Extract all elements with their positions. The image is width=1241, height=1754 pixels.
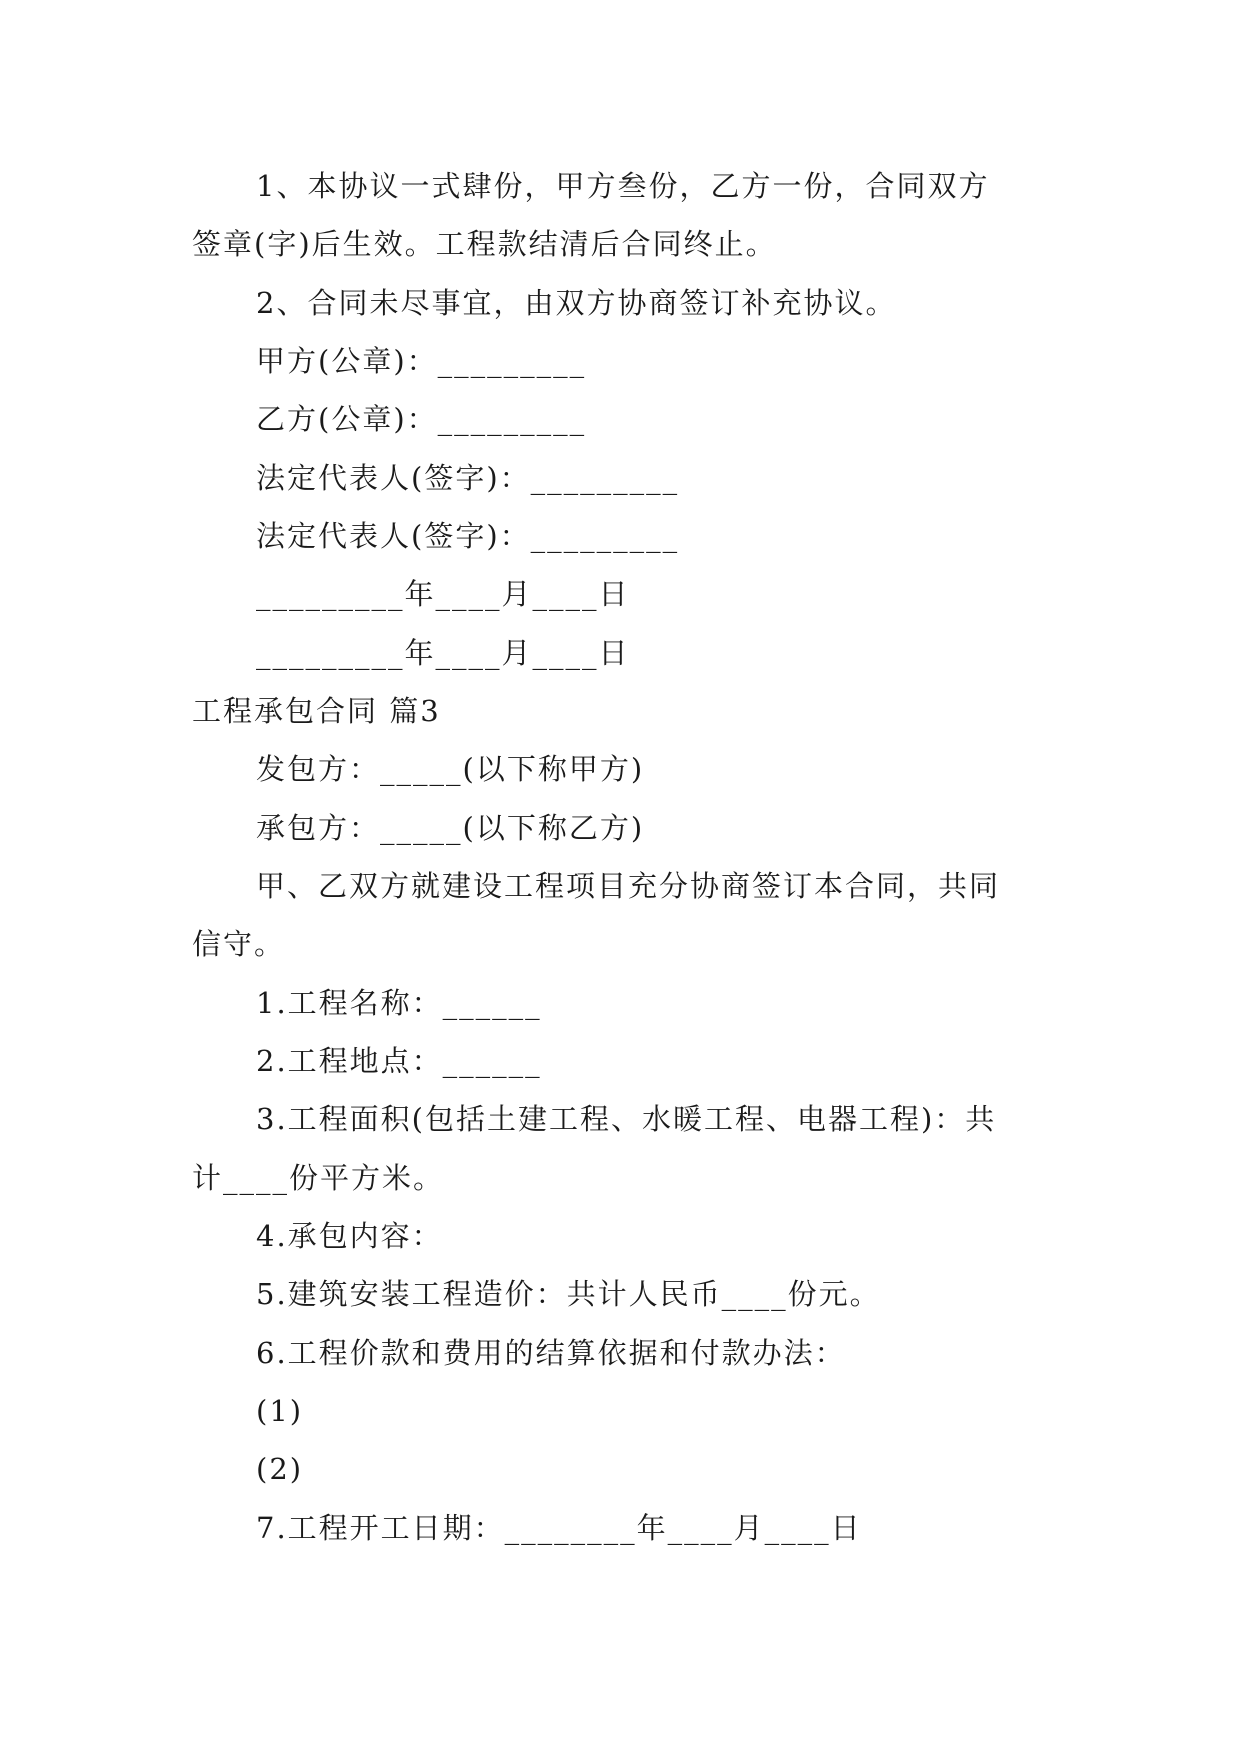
employer-line: 发包方：_____(以下称甲方) [256,752,645,786]
item-payment-method: 6.工程价款和费用的结算依据和付款办法： [256,1336,846,1370]
item-start-date: 7.工程开工日期：________年____月____日 [256,1511,862,1545]
party-a-seal: 甲方(公章)：_________ [256,344,587,378]
clause-1-line-2: 签章(字)后生效。工程款结清后合同终止。 [192,227,777,261]
party-b-seal: 乙方(公章)：_________ [256,402,587,436]
legal-rep-signature-2: 法定代表人(签字)：_________ [256,519,680,553]
date-line-2: _________年____月____日 [256,636,630,670]
item-construction-cost: 5.建筑安装工程造价：共计人民币____份元。 [256,1277,881,1311]
legal-rep-signature-1: 法定代表人(签字)：_________ [256,461,680,495]
item-project-name: 1.工程名称：______ [256,986,542,1020]
clause-1-line-1: 1、本协议一式肆份，甲方叁份，乙方一份，合同双方 [256,169,990,203]
item-project-area-line-1: 3.工程面积(包括土建工程、水暖工程、电器工程)：共 [256,1102,997,1136]
sub-item-2: (2) [256,1452,304,1486]
section-heading: 工程承包合同 篇3 [192,694,441,728]
sub-item-1: (1) [256,1394,304,1428]
contractor-line: 承包方：_____(以下称乙方) [256,811,645,845]
item-project-area-line-2: 计____份平方米。 [192,1161,445,1195]
item-contract-scope: 4.承包内容： [256,1219,443,1253]
preamble-line-1: 甲、乙双方就建设工程项目充分协商签订本合同，共同 [256,869,1001,903]
preamble-line-2: 信守。 [192,927,286,961]
date-line-1: _________年____月____日 [256,577,630,611]
clause-2: 2、合同未尽事宜，由双方协商签订补充协议。 [256,286,897,320]
item-project-location: 2.工程地点：______ [256,1044,542,1078]
